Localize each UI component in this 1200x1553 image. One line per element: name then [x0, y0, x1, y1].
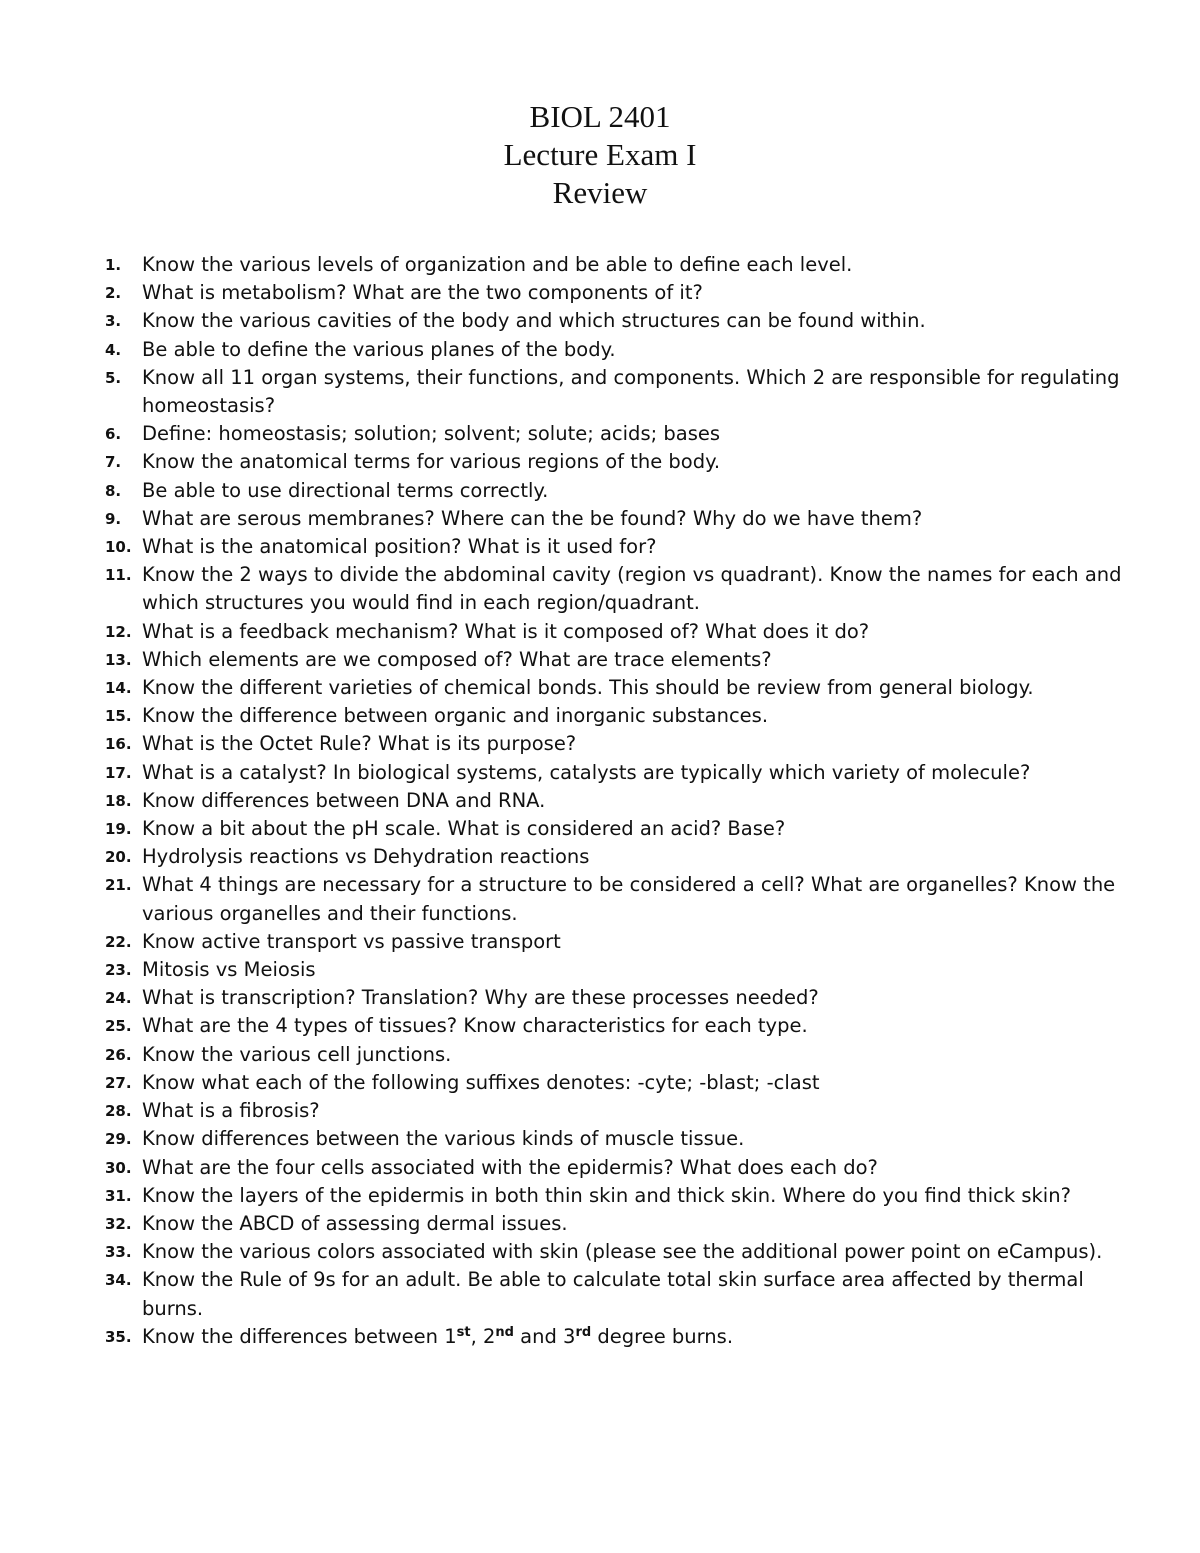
item-text: Know the ABCD of assessing dermal issues.: [142, 1211, 568, 1235]
item-number: 25.: [105, 1017, 132, 1036]
list-item: [100, 984, 1140, 1012]
list-item: [100, 956, 1140, 984]
item-text: What are the 4 types of tissues? Know characteristics for each type.: [142, 1014, 808, 1038]
list-item: [100, 787, 1140, 815]
list-item: [100, 364, 1140, 420]
list-item: [100, 477, 1140, 505]
item-number: 34.: [105, 1271, 132, 1290]
item-text: Know the difference between organic and inorganic substances.: [142, 704, 769, 728]
item-number: 32.: [105, 1214, 132, 1233]
item-number: 12.: [105, 622, 132, 641]
item-number: 30.: [105, 1158, 132, 1177]
item-number: 29.: [105, 1130, 132, 1149]
item-number: 1.: [105, 256, 122, 274]
item-number: 22.: [105, 932, 132, 951]
item-number: 16.: [105, 735, 132, 754]
item-text: Which elements are we composed of? What are trace elements?: [142, 647, 772, 671]
list-item: [100, 420, 1140, 448]
item-number: 21.: [105, 876, 132, 895]
list-item: [100, 1097, 1140, 1125]
list-item: [100, 618, 1140, 646]
item-number: 6.: [105, 425, 122, 444]
list-item: [100, 1182, 1140, 1210]
item-number: 17.: [105, 763, 132, 782]
item-number: 23.: [105, 961, 132, 980]
item-text: Know differences between DNA and RNA.: [142, 788, 546, 812]
item-text: What is a feedback mechanism? What is it composed of? What does it do?: [142, 619, 870, 643]
item-number: 33.: [105, 1243, 132, 1262]
item-text: What is metabolism? What are the two components of it?: [142, 281, 703, 305]
item-number: 8.: [105, 481, 122, 500]
list-item: [100, 561, 1140, 617]
list-item: [100, 1238, 1140, 1266]
item-number: 13.: [105, 650, 132, 669]
document-title: [0, 98, 1200, 212]
item-number: 20.: [105, 848, 132, 867]
item-number: 2.: [105, 284, 122, 303]
list-item: [100, 1069, 1140, 1097]
item-number: 31.: [105, 1186, 132, 1205]
item-text: What is a catalyst? In biological systems, catalysts are typically which variety of molecule?: [142, 760, 1031, 784]
item-text: What is transcription? Translation? Why are these processes needed?: [142, 986, 819, 1010]
list-item: [100, 448, 1140, 476]
list-item: [100, 646, 1140, 674]
superscript: nd: [495, 1324, 514, 1340]
review-question-list: [100, 251, 1140, 1351]
item-number: 11.: [105, 566, 132, 585]
exam-title: Lecture Exam I: [503, 137, 697, 172]
list-item: [100, 1041, 1140, 1069]
item-text: Know differences between the various kinds of muscle tissue.: [142, 1127, 745, 1151]
item-number: 19.: [105, 820, 132, 839]
list-item: [100, 928, 1140, 956]
list-item: [100, 1012, 1140, 1040]
item-text: Know active transport vs passive transport: [142, 929, 561, 953]
item-text: Be able to define the various planes of the body.: [142, 337, 616, 361]
list-item: [100, 279, 1140, 307]
list-item: [100, 815, 1140, 843]
item-text: What is a fibrosis?: [142, 1099, 320, 1123]
item-text: Define: homeostasis; solution; solvent; solute; acids; bases: [142, 422, 721, 446]
list-item: [100, 702, 1140, 730]
item-text: Know the various cavities of the body and which structures can be found within.: [142, 309, 926, 333]
item-text: Know the different varieties of chemical bonds. This should be review from general biology.: [142, 676, 1034, 700]
list-item: [100, 1266, 1140, 1322]
item-text: Know the differences between 1st, 2nd and 3rd degree burns.: [142, 1324, 734, 1348]
list-item: [100, 505, 1140, 533]
item-text: Know what each of the following suffixes denotes: -cyte; -blast; -clast: [142, 1070, 820, 1094]
item-number: 15.: [105, 707, 132, 726]
list-item: [100, 730, 1140, 758]
item-number: 9.: [105, 509, 122, 528]
item-text: Know the Rule of 9s for an adult. Be able to calculate total skin surface area affected by thermal burns.: [142, 1268, 1084, 1320]
item-text: What 4 things are necessary for a structure to be considered a cell? What are organelles? Know the various organelles and their functions.: [142, 873, 1116, 925]
item-text: Hydrolysis reactions vs Dehydration reactions: [142, 845, 590, 869]
list-item: [100, 843, 1140, 871]
item-text: What are the four cells associated with the epidermis? What does each do?: [142, 1155, 878, 1179]
list-item: [100, 251, 1140, 279]
list-item: [100, 1210, 1140, 1238]
item-number: 14.: [105, 679, 132, 698]
list-item: [100, 674, 1140, 702]
item-text: Know the anatomical terms for various regions of the body.: [142, 450, 721, 474]
item-number: 4.: [105, 340, 122, 359]
list-item: [100, 533, 1140, 561]
list-item: [100, 1125, 1140, 1153]
item-number: 3.: [105, 312, 122, 331]
item-number: 7.: [105, 453, 122, 472]
item-text: What are serous membranes? Where can the be found? Why do we have them?: [142, 506, 923, 530]
list-item: [100, 336, 1140, 364]
item-number: 10.: [105, 538, 132, 557]
item-text: Know the various levels of organization and be able to define each level.: [142, 253, 853, 276]
superscript: st: [456, 1324, 471, 1340]
item-text: Know the 2 ways to divide the abdominal cavity (region vs quadrant). Know the names for each and which structures you would find in each region/quadrant.: [142, 563, 1122, 615]
item-number: 5.: [105, 368, 122, 387]
item-text: Know the various cell junctions.: [142, 1042, 452, 1066]
list-item: [100, 1154, 1140, 1182]
list-item: [100, 307, 1140, 335]
item-text: Know a bit about the pH scale. What is considered an acid? Base?: [142, 817, 786, 841]
item-text: Know the layers of the epidermis in both thin skin and thick skin. Where do you find thick skin?: [142, 1183, 1071, 1207]
item-number: 35.: [105, 1327, 132, 1346]
item-text: Know the various colors associated with skin (please see the additional power point on eCampus).: [142, 1240, 1103, 1264]
item-number: 18.: [105, 791, 132, 810]
item-text: What is the anatomical position? What is it used for?: [142, 535, 657, 559]
item-text: Mitosis vs Meiosis: [142, 958, 316, 982]
item-text: What is the Octet Rule? What is its purpose?: [142, 732, 577, 756]
superscript: rd: [575, 1324, 592, 1340]
item-text: Be able to use directional terms correctly.: [142, 478, 549, 502]
item-text: Know all 11 organ systems, their functions, and components. Which 2 are responsible for regulating homeostasis?: [142, 365, 1120, 418]
item-number: 24.: [105, 989, 132, 1008]
list-item: [100, 759, 1140, 787]
review-subtitle: Review: [552, 175, 648, 210]
course-code: BIOL 2401: [529, 99, 671, 134]
item-number: 27.: [105, 1073, 132, 1092]
item-number: 28.: [105, 1102, 132, 1121]
item-number: 26.: [105, 1045, 132, 1064]
list-item: [100, 871, 1140, 927]
list-item: [100, 1323, 1140, 1351]
